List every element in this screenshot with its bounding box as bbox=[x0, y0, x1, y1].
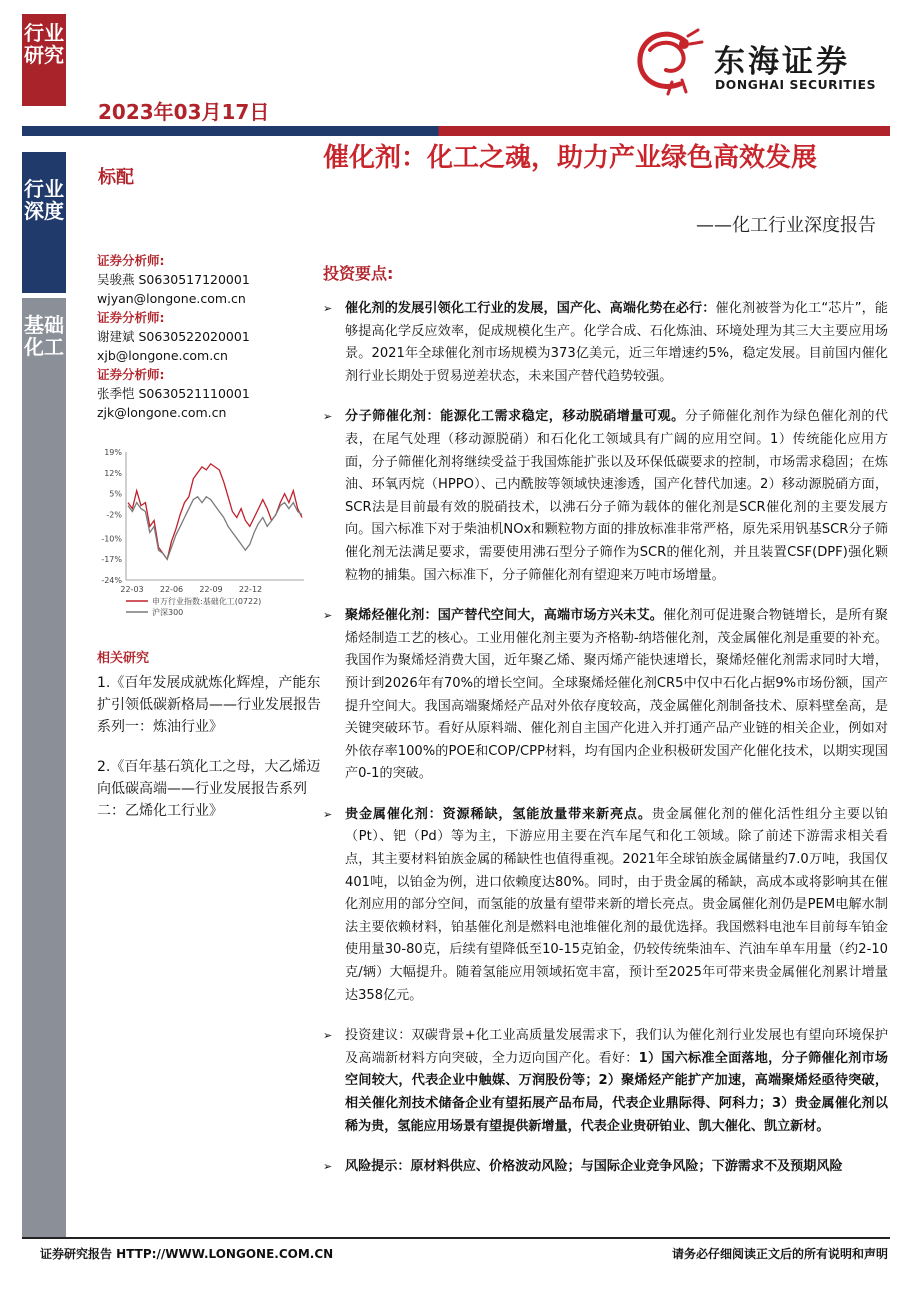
side-tab-industry-label: 基础化工 bbox=[24, 313, 64, 359]
x-tick-label: 22-06 bbox=[159, 585, 184, 594]
report-date: 2023年03月17日 bbox=[98, 100, 270, 124]
analyst-label: 证券分析师: bbox=[97, 310, 165, 325]
legend-label: 申万行业指数:基础化工(0722) bbox=[152, 597, 262, 606]
highlight-lead: 聚烯烃催化剂：国产替代空间大，高端市场方兴未艾。 bbox=[345, 608, 663, 624]
analyst-name-id: 吴骏燕 S0630517120001 bbox=[97, 272, 250, 287]
analyst-list bbox=[97, 251, 297, 422]
y-tick-label: 19% bbox=[104, 448, 122, 457]
side-tab-research-label: 行业研究 bbox=[24, 21, 64, 67]
brand-name-en: DONGHAI SECURITIES bbox=[715, 78, 877, 92]
x-tick-label: 22-09 bbox=[199, 585, 223, 594]
y-tick-label: 12% bbox=[104, 468, 122, 478]
highlight-body: 投资建议：双碳背景+化工业高质量发展需求下，我们认为催化剂行业发展也有望向环境保护及高端新材料方向突破，全力迈向国产化。看好： bbox=[345, 1028, 888, 1066]
header-divider bbox=[22, 126, 890, 136]
highlight-lead: 贵金属催化剂：资源稀缺，氢能放量带来新亮点。 bbox=[345, 806, 652, 822]
side-tab-research bbox=[22, 14, 66, 106]
analyst-email: wjyan@longone.com.cn bbox=[97, 291, 246, 306]
analyst-email: xjb@longone.com.cn bbox=[97, 348, 228, 363]
analyst-name-id: 张季恺 S0630521110001 bbox=[97, 386, 250, 401]
highlight-catalyst-overview bbox=[323, 298, 888, 388]
highlight-investment-advice bbox=[323, 1025, 888, 1138]
bullet-arrow-icon: ➢ bbox=[323, 1160, 333, 1174]
analyst-name-id: 谢建斌 S0630522020001 bbox=[97, 329, 250, 344]
analyst-1 bbox=[97, 251, 297, 308]
analyst-email: zjk@longone.com.cn bbox=[97, 405, 227, 420]
brand-name-cn: 东海证券 bbox=[714, 44, 850, 80]
dragon-logo-icon bbox=[628, 22, 706, 100]
footer-left[interactable]: 证券研究报告 HTTP://WWW.LONGONE.COM.CN bbox=[40, 1247, 334, 1261]
highlight-body: 风险提示： bbox=[345, 1159, 411, 1175]
report-subtitle: ——化工行业深度报告 bbox=[696, 215, 876, 236]
highlight-body: 催化剂可促进聚合物链增长，是所有聚烯烃制造工艺的核心。工业用催化剂主要为齐格勒-纳塔催化剂，茂金属催化剂是重要的补充。我国作为聚烯烃消费大国，近年聚乙烯、聚丙烯产能快速增长，聚烯烃催化剂需求同时大增，预计到2026年有70%的增长空间。全球聚烯烃催化剂CR5中仅中石化占据9%市场份额，国产提升空间大。我国高端聚烯烃产品对外依存度较高，茂金属催化剂制备技术、原料壁垒高，是关键突破环节。看好从原料端、催化剂自主国产化进入并打通产品产业链的相关企业，例如对外依存率100%的POE和COP/CPP材料，均有国内企业积极研发国产化催化技术，以期实现国产0-1的突破。 bbox=[345, 608, 889, 782]
x-tick-label: 22-03 bbox=[120, 585, 144, 594]
section-heading: 投资要点: bbox=[323, 264, 394, 283]
analyst-label: 证券分析师: bbox=[97, 367, 165, 382]
y-tick-label: -2% bbox=[106, 510, 122, 520]
highlight-precious-metal bbox=[323, 804, 888, 1007]
legend-label: 沪深300 bbox=[152, 608, 184, 617]
side-tab-report-type-label: 行业深度 bbox=[24, 177, 64, 223]
related-research bbox=[97, 648, 322, 840]
highlight-body: 贵金属催化剂的催化活性组分主要以铂（Pt）、钯（Pd）等为主，下游应用主要在汽车尾气和化工领域。除了前述下游需求相关看点，其主要材料铂族金属的稀缺性也值得重视。2021年全球铂族金属储量约7.0万吨，我国仅401吨，以铂金为例，进口依赖度达80%。同时，由于贵金属的稀缺，高成本或将影响其在催化剂应用的部分空间，而氢能的放量有望带来新的增长亮点。贵金属催化剂仍是PEM电解水制法主要依赖材料，铂基催化剂是燃料电池堆催化剂的最优选择。我国燃料电池车目前每车铂金使用量30-80克，后续有望降低至10-15克铂金，仍较传统柴油车、汽油车单车用量（约2-10克/辆）大幅提升。随着氢能应用领域拓宽丰富，预计至2025年可带来贵金属催化剂累计增量达358亿元。 bbox=[345, 806, 889, 1003]
related-research-item[interactable]: 1.《百年发展成就炼化辉煌，产能东扩引领低碳新格局——行业发展报告系列一：炼油行业》 bbox=[97, 675, 321, 735]
y-tick-label: -10% bbox=[101, 534, 122, 544]
bullet-arrow-icon: ➢ bbox=[323, 1029, 333, 1043]
side-tab-industry bbox=[22, 298, 66, 1238]
highlight-lead: 催化剂的发展引领化工行业的发展，国产化、高端化势在必行： bbox=[345, 301, 716, 316]
performance-chart-svg bbox=[92, 442, 314, 632]
highlight-molecular-sieve bbox=[323, 406, 888, 587]
related-research-item[interactable]: 2.《百年基石筑化工之母，大乙烯迈向低碳高端——行业发展报告系列二：乙烯化工行业》 bbox=[97, 759, 321, 819]
industry-rating: 标配 bbox=[98, 167, 134, 188]
y-tick-label: 5% bbox=[109, 489, 122, 499]
report-title: 催化剂：化工之魂，助力产业绿色高效发展 bbox=[323, 143, 818, 173]
highlight-tail: 原材料供应、价格波动风险；与国际企业竞争风险；下游需求不及预期风险 bbox=[410, 1159, 843, 1175]
highlight-body: 分子筛催化剂作为绿色催化剂的代表，在尾气处理（移动源脱硝）和石化化工领域具有广阔的应用空间。1）传统能化应用方面，分子筛催化剂将继续受益于我国炼能扩张以及环保低碳要求的控制，市场需求稳固；在炼油、环氧丙烷（HPPO）、己内酰胺等领域快速渗透，国产化替代加速。2）移动源脱硝方面，SCR法是目前最有效的脱硝技术，以沸石分子筛为载体的催化剂是SCR催化剂的主要发展方向。国六标准下对于柴油机NOx和颗粒物方面的排放标准非常严格，原先采用钒基SCR分子筛催化剂无法满足要求，需要使用沸石型分子筛作为SCR的催化剂，并且装置CSF(DPF)强化颗粒物的捕集。国六标准下，分子筛催化剂有望迎来万吨市场增量。 bbox=[345, 409, 889, 583]
bullet-arrow-icon: ➢ bbox=[323, 609, 333, 623]
side-tab-report-type bbox=[22, 152, 66, 293]
highlight-lead: 分子筛催化剂：能源化工需求稳定，移动脱硝增量可观。 bbox=[345, 409, 685, 425]
highlight-risk bbox=[323, 1156, 888, 1179]
highlight-body: 催化剂被誉为化工“芯片”，能够提高化学反应效率，促成规模化生产。化学合成、石化炼油、环境处理为其三大主要应用场景。2021年全球催化剂市场规模为373亿美元，近三年增速约5%，稳定发展。目前国内催化剂行业长期处于贸易逆差状态，未来国产替代趋势较强。 bbox=[345, 301, 888, 384]
related-research-label: 相关研究 bbox=[97, 651, 150, 666]
bullet-arrow-icon: ➢ bbox=[323, 302, 333, 315]
highlights-list bbox=[323, 298, 888, 1197]
series-line-1 bbox=[128, 497, 302, 560]
analyst-label: 证券分析师: bbox=[97, 253, 165, 268]
series-line-0 bbox=[128, 464, 302, 559]
footer-disclaimer: 请务必仔细阅读正文后的所有说明和声明 bbox=[671, 1247, 888, 1261]
footer-divider bbox=[22, 1237, 890, 1239]
index-performance-chart bbox=[92, 442, 314, 632]
highlight-polyolefin bbox=[323, 605, 888, 786]
y-tick-label: -24% bbox=[101, 576, 122, 585]
bullet-arrow-icon: ➢ bbox=[323, 807, 333, 821]
bullet-arrow-icon: ➢ bbox=[323, 410, 333, 424]
x-tick-label: 22-12 bbox=[238, 585, 263, 594]
highlight-tail: 1）国六标准全面落地，分子筛催化剂市场空间较大，代表企业中触媒、万润股份等；2）聚烯烃产能扩产加速，高端聚烯烃亟待突破，相关催化剂技术储备企业有望拓展产品布局，代表企业鼎际得、阿科力；3）贵金属催化剂以稀为贵，氢能应用场景有望提供新增量，代表企业贵研铂业、凯大催化、凯立新材。 bbox=[345, 1050, 888, 1134]
brand-logo-mark bbox=[628, 22, 706, 100]
y-tick-label: -17% bbox=[101, 555, 122, 565]
analyst-3 bbox=[97, 365, 297, 422]
analyst-2 bbox=[97, 308, 297, 365]
